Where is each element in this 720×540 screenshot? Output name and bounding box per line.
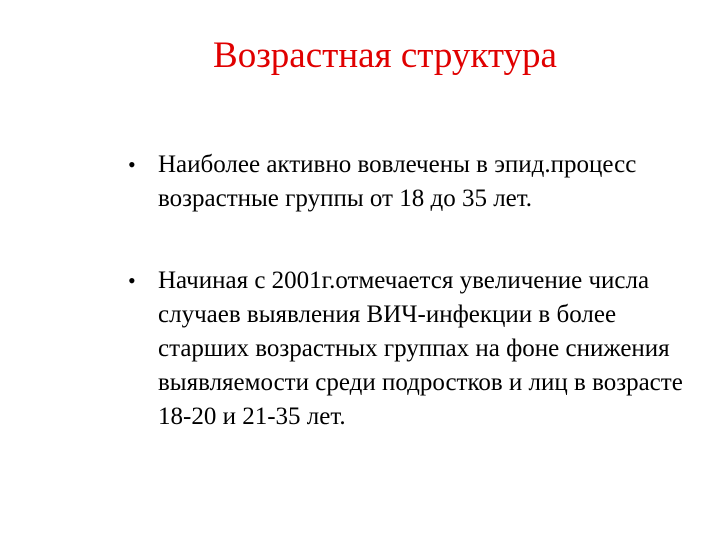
bullet-marker: • xyxy=(128,152,136,177)
bullet-item-1 xyxy=(128,148,688,216)
bullet-text: Наиболее активно вовлечены в эпид.процесс возрастные группы от 18 до 35 лет. xyxy=(158,151,637,212)
bullet-list xyxy=(128,148,688,434)
bullet-text: Начиная с 2001г.отмечается увеличение числа случаев выявления ВИЧ-инфекции в более старших возрастных группах на фоне снижения выявляемости среди подростков и лиц в возрасте 18-20 и 21-35 лет. xyxy=(158,267,683,430)
bullet-item-2 xyxy=(128,264,688,434)
bullet-marker: • xyxy=(128,268,136,293)
title-area xyxy=(0,0,720,100)
slide-title: Возрастная структура xyxy=(213,35,557,76)
